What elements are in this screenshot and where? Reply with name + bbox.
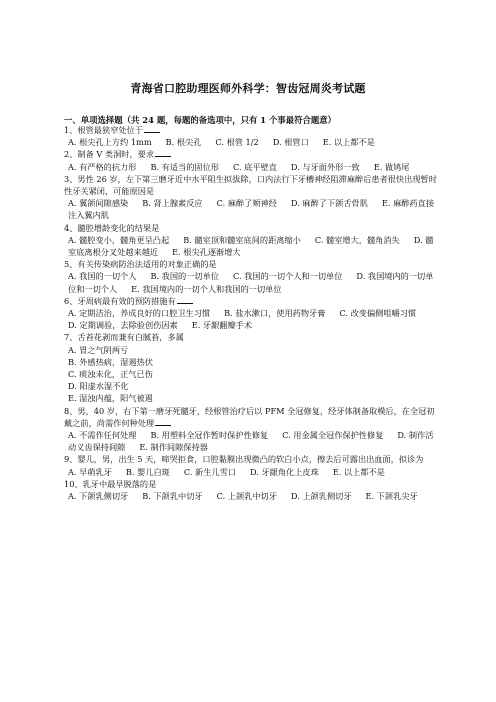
answer-blank (155, 148, 171, 157)
answer-option: A. 有严格的抗力形 (68, 161, 137, 172)
answer-option: E. 以上都不是 (332, 466, 385, 477)
question-stem-text: 8、男，40 岁，右下第一磨牙死髓牙，经根管治疗后以 PFM 全冠修复，经牙体制备取模后，在全冠初戴之前，尚需作何种处理 (64, 405, 435, 428)
answer-option: B. 盐水漱口，使用药物牙膏 (224, 308, 326, 319)
question-block (64, 173, 438, 222)
answer-option: D. 制作活动义齿保持间隙 (68, 430, 434, 453)
option-list (64, 161, 438, 173)
answer-option: E. 做鸠尾 (373, 161, 410, 172)
answer-option: D. 与牙面外形一致 (290, 161, 360, 172)
answer-option: A. 下颌乳侧切牙 (68, 491, 129, 502)
answer-option: D. 牙龈角化上皮珠 (249, 466, 319, 477)
answer-option: E. 麻醉药直接注入翼内肌 (68, 198, 435, 221)
question-stem (64, 222, 438, 234)
answer-option: D. 阳虚水湿不化 (68, 381, 129, 392)
answer-option: A. 不需作任何处理 (68, 430, 137, 441)
answer-option: C. 用金属全冠作保护性修复 (282, 430, 384, 441)
question-stem (64, 405, 438, 429)
question-stem (64, 148, 438, 160)
answer-option: C. 根管 1/2 (215, 137, 259, 148)
question-stem (64, 124, 438, 136)
question-stem-text: 7、舌苔花剥而兼有白腻苔，多属 (64, 332, 184, 343)
option-list (64, 270, 438, 294)
question-block (64, 478, 438, 502)
question-stem-text: 4、髓腔增龄变化的结果是 (64, 222, 160, 233)
answer-option: B. 有适当的固位形 (150, 161, 219, 172)
answer-option: E. 湿浊内蕴，阳气被遏 (68, 393, 153, 404)
answer-option: D. 我国境内的一切单位和一切个人 (68, 271, 434, 294)
answer-option: B. 根尖孔 (165, 137, 202, 148)
question-stem (64, 453, 438, 465)
answer-option: A. 定期洁治，养成良好的口腔卫生习惯 (68, 308, 211, 319)
answer-option: B. 下颌乳中切牙 (142, 491, 203, 502)
question-stem (64, 173, 438, 197)
answer-option: B. 婴儿白斑 (125, 466, 170, 477)
question-block (64, 124, 438, 148)
option-list (64, 197, 438, 221)
answer-option: E. 我国境内的一切个人和我国的一切单位 (131, 283, 282, 294)
question-stem (64, 258, 438, 270)
question-block (64, 222, 438, 259)
answer-option: D. 上颌乳侧切牙 (290, 491, 352, 502)
answer-option: A. 早萌乳牙 (68, 466, 112, 477)
answer-option: E. 牙龈翻瓣手术 (191, 320, 253, 331)
question-stem-text: 9、婴儿，男，出生 5 天，啼哭拒食，口腔黏膜出现微凸的软白小点，擦去后可露出出血面，拟诊为 (64, 454, 424, 465)
answer-option: A. 我国的一切个人 (68, 271, 137, 282)
question-stem-text: 10、乳牙中最早脱落的是 (64, 478, 157, 489)
question-stem-text: 3、男性 26 岁，左下第三磨牙近中水平阻生拟拔除，口内法行下牙槽神经阻滞麻醉后患者很快出现暂时性牙关紧闭，可能原因是 (64, 173, 437, 197)
answer-option: D. 麻醉了下颌舌骨肌 (290, 198, 368, 209)
question-block (64, 295, 438, 332)
option-list (64, 429, 438, 453)
question-list (64, 124, 438, 502)
question-block (64, 258, 438, 295)
question-stem-text: 1、根管最狭窄处位于 (64, 125, 143, 135)
question-stem-text: 5、有关传染病防治法适用的对象正确的是 (64, 259, 217, 270)
answer-option: B. 肾上腺素反应 (142, 198, 203, 209)
answer-option: C. 上颌乳中切牙 (216, 491, 277, 502)
answer-option: A. 翼颌间隙感染 (68, 198, 129, 209)
answer-option: C. 底平壁直 (232, 161, 277, 172)
option-list (64, 136, 438, 148)
answer-option: C. 髓室增大，髓角消失 (314, 234, 400, 245)
answer-option: C. 痰浊未化，正气已伤 (68, 369, 153, 380)
answer-option: C. 新生儿雪口 (183, 466, 236, 477)
answer-option: A. 髓腔变小，髓角更呈凸起 (68, 234, 170, 245)
answer-option: E. 根尖孔逐渐增大 (172, 247, 241, 258)
answer-option: D. 根管口 (272, 137, 309, 148)
answer-option: B. 髓室顶和髓室底间的距离缩小 (183, 234, 301, 245)
page-title: 青海省口腔助理医师外科学：智齿冠周炎考试题 (130, 82, 366, 95)
question-stem-text: 2、制备 V 类洞时，要求 (64, 149, 155, 160)
answer-blank (177, 295, 193, 304)
answer-option: A. 胃之气阴两亏 (68, 344, 129, 355)
answer-option: A. 根尖孔上方约 1mm (68, 137, 152, 148)
question-block (64, 148, 438, 172)
question-stem (64, 331, 438, 343)
answer-option: E. 下颌乳尖牙 (365, 491, 418, 502)
answer-option: B. 用塑料全冠作暂时保护性修复 (150, 430, 269, 441)
section-heading: 一、单项选择题（共 24 题，每题的备选项中，只有 1 个事最符合题意） (64, 115, 337, 125)
option-list (64, 466, 438, 478)
answer-blank (144, 124, 160, 133)
answer-option: E. 以上都不是 (322, 137, 375, 148)
question-stem-text: 6、牙周病最有效的预防措施有 (64, 295, 176, 306)
question-stem (64, 295, 438, 307)
question-stem (64, 478, 438, 490)
option-list (64, 234, 438, 258)
answer-option: D. 髓室底离根分叉处越来越近 (68, 234, 434, 258)
answer-option: C. 改变偏侧咀嚼习惯 (339, 308, 417, 319)
answer-option: B. 我国的一切单位 (150, 271, 219, 282)
answer-option: D. 定期调验，去除验创伤因素 (68, 320, 178, 331)
option-list (64, 307, 438, 331)
answer-option: C. 麻醉了颊神经 (216, 198, 277, 209)
question-block (64, 405, 438, 454)
answer-option: B. 外感热病，湿遏热伏 (68, 356, 153, 367)
answer-option: C. 我国的一切个人和一切单位 (232, 271, 343, 282)
option-list (64, 490, 438, 502)
question-block (64, 453, 438, 477)
answer-option: E. 制作间隙保持器 (139, 442, 208, 453)
answer-blank (155, 417, 171, 426)
question-block (64, 331, 438, 404)
option-list (64, 344, 438, 405)
